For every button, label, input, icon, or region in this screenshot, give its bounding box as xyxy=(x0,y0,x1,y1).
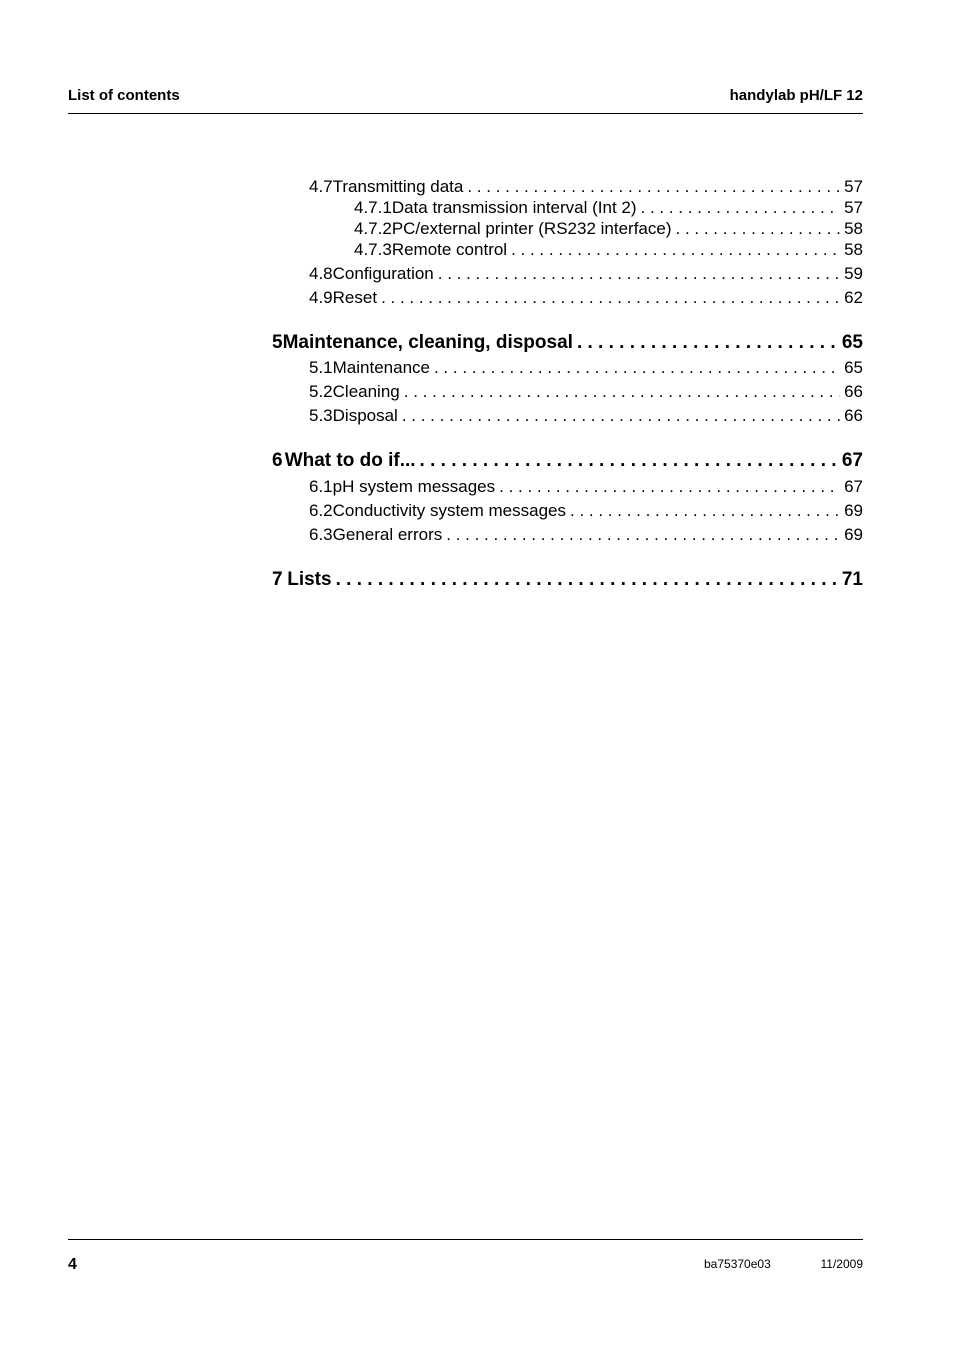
toc-title: General errors xyxy=(332,525,443,544)
toc-leader xyxy=(676,219,841,239)
toc-number: 5.2 xyxy=(309,382,333,401)
toc-chapter-5[interactable] xyxy=(272,332,863,354)
toc-number: 6.2 xyxy=(309,501,333,520)
toc-title: Lists xyxy=(287,569,332,590)
toc-entry-4-7[interactable] xyxy=(309,177,863,197)
toc-number: 4.7.1 xyxy=(354,198,392,217)
header-section-title: List of contents xyxy=(68,87,180,104)
toc-number: 5.3 xyxy=(309,406,333,425)
toc-title: Remote control xyxy=(391,240,508,259)
toc-number: 4.8 xyxy=(309,264,333,283)
toc-leader xyxy=(404,382,840,402)
toc-title: Conductivity system messages xyxy=(332,501,567,520)
toc-title: Reset xyxy=(332,288,378,307)
toc-page: 66 xyxy=(844,406,863,425)
toc-number: 6.3 xyxy=(309,525,333,544)
footer-date: 11/2009 xyxy=(820,1257,863,1271)
toc-title: Cleaning xyxy=(332,382,400,401)
toc-leader xyxy=(446,525,840,545)
toc-page: 58 xyxy=(844,219,863,238)
toc-page: 57 xyxy=(844,177,863,196)
toc-number: 5.1 xyxy=(309,358,333,377)
footer-rule xyxy=(68,1239,863,1240)
toc-entry-4-7-2[interactable] xyxy=(354,219,863,239)
toc-leader xyxy=(420,450,838,472)
toc-entry-4-9[interactable] xyxy=(309,288,863,308)
toc-title: Maintenance, cleaning, disposal xyxy=(282,332,573,353)
toc-leader xyxy=(570,501,840,521)
toc-number: 6 xyxy=(272,450,283,471)
toc-page: 67 xyxy=(844,477,863,496)
toc-page: 71 xyxy=(841,569,863,590)
toc-number: 4.9 xyxy=(309,288,333,307)
toc-title: Disposal xyxy=(332,406,398,425)
toc-leader xyxy=(434,358,840,378)
toc-entry-5-1[interactable] xyxy=(309,358,863,378)
toc-title: Data transmission interval (Int 2) xyxy=(391,198,637,217)
toc-number: 7 xyxy=(272,569,283,590)
toc-entry-4-7-3[interactable] xyxy=(354,240,863,260)
toc-leader xyxy=(402,406,840,426)
toc-chapter-7[interactable] xyxy=(272,569,863,591)
toc-number: 6.1 xyxy=(309,477,333,496)
toc-page: 65 xyxy=(844,358,863,377)
toc-page: 65 xyxy=(841,332,863,353)
toc-number: 5 xyxy=(272,332,283,353)
toc-entry-4-7-1[interactable] xyxy=(354,198,863,218)
toc-leader xyxy=(641,198,841,218)
toc-page: 62 xyxy=(844,288,863,307)
footer-page-number: 4 xyxy=(68,1256,77,1273)
header-product-name: handylab pH/LF 12 xyxy=(729,87,863,104)
toc-entry-5-3[interactable] xyxy=(309,406,863,426)
toc-chapter-6[interactable] xyxy=(272,450,863,472)
toc-entry-4-8[interactable] xyxy=(309,264,863,284)
footer-document-id: ba75370e03 xyxy=(704,1257,771,1271)
toc-title: PC/external printer (RS232 interface) xyxy=(391,219,672,238)
toc-number: 4.7.3 xyxy=(354,240,392,259)
toc-entry-5-2[interactable] xyxy=(309,382,863,402)
toc-entry-6-1[interactable] xyxy=(309,477,863,497)
toc-page: 59 xyxy=(844,264,863,283)
toc-leader xyxy=(577,332,838,354)
toc-page: 58 xyxy=(844,240,863,259)
toc-entry-6-2[interactable] xyxy=(309,501,863,521)
toc-title: Transmitting data xyxy=(332,177,464,196)
toc-number: 4.7.2 xyxy=(354,219,392,238)
toc-page: 69 xyxy=(844,525,863,544)
header-rule xyxy=(68,113,863,114)
toc-leader xyxy=(336,569,838,591)
toc-leader xyxy=(438,264,840,284)
toc-page: 67 xyxy=(841,450,863,471)
toc-entry-6-3[interactable] xyxy=(309,525,863,545)
toc-leader xyxy=(467,177,840,197)
toc-leader xyxy=(499,477,840,497)
toc-title: pH system messages xyxy=(332,477,496,496)
toc-title: Configuration xyxy=(332,264,434,283)
toc-title: Maintenance xyxy=(332,358,430,377)
toc-page: 57 xyxy=(844,198,863,217)
toc-number: 4.7 xyxy=(309,177,333,196)
toc-page: 66 xyxy=(844,382,863,401)
toc-leader xyxy=(381,288,840,308)
toc-title: What to do if... xyxy=(284,450,416,471)
toc-page: 69 xyxy=(844,501,863,520)
toc-leader xyxy=(511,240,840,260)
